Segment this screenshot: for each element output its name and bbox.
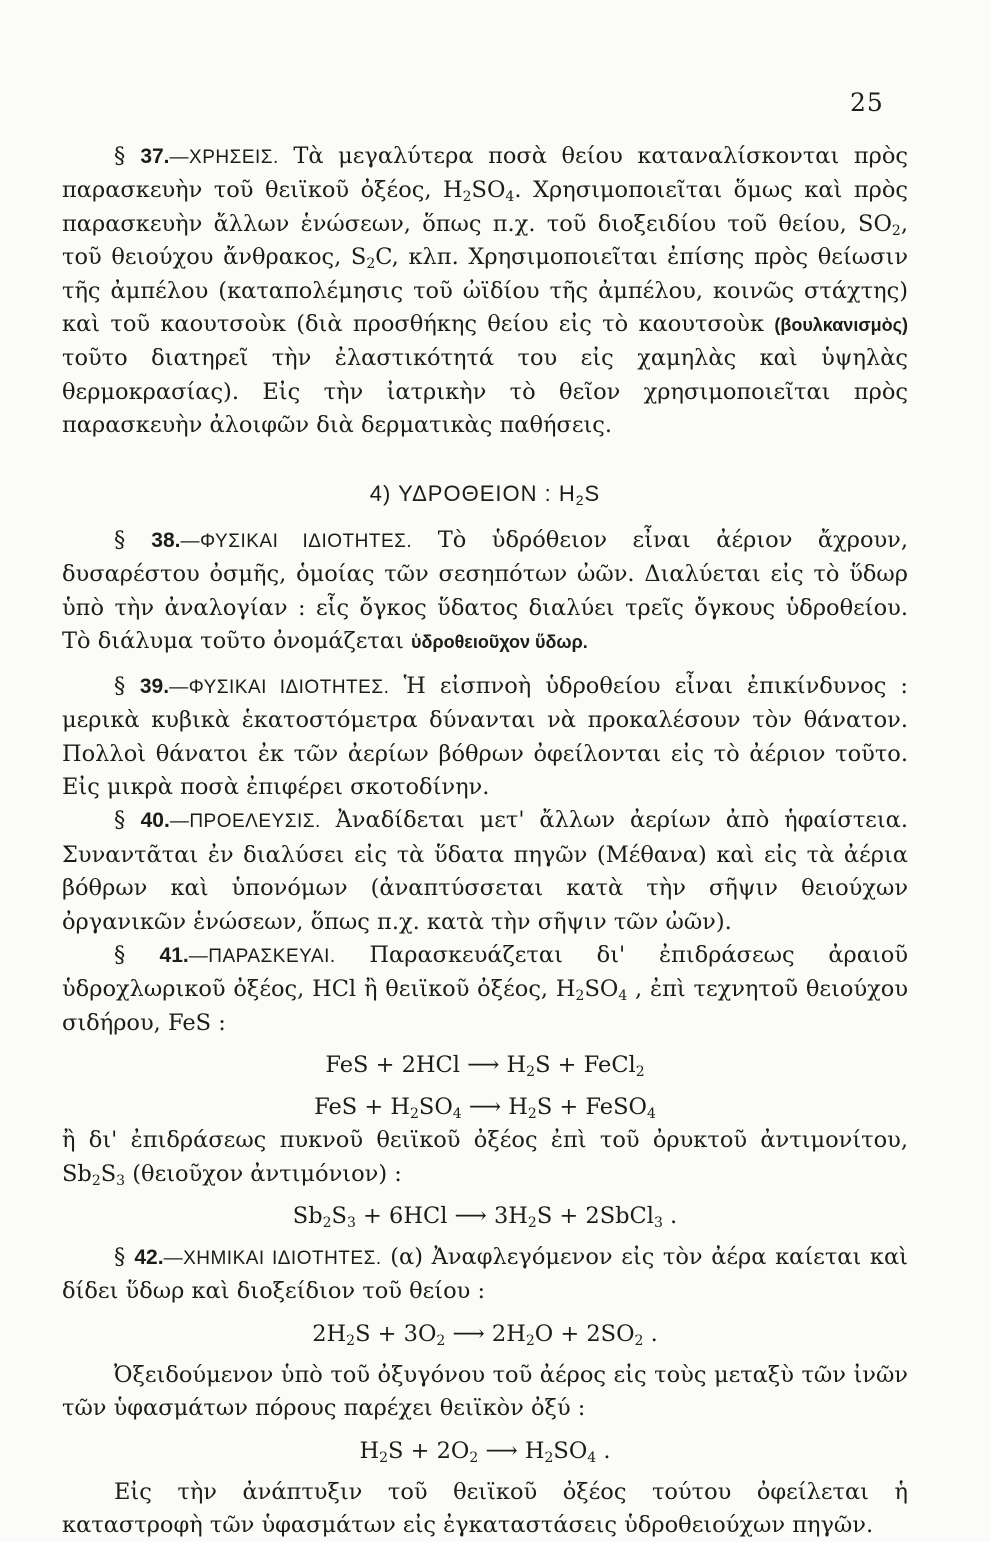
section-title: —ΦΥΣΙΚΑΙ ΙΔΙΟΤΗΤΕΣ. [180, 531, 413, 553]
page-number: 25 [850, 88, 884, 117]
section-42-paragraph-3 [62, 1476, 908, 1542]
text-run: ἢ δι' ἐπιδράσεως πυκνοῦ θειϊκοῦ ὀξέος ἐπὶ τοῦ ὀρυκτοῦ ἀντιμονίτου, Sb [62, 1127, 908, 1187]
subscript: 4 [452, 1106, 462, 1123]
heading-text: S [584, 480, 601, 506]
eq-part: + 6HCl ⟶ 3H [355, 1202, 528, 1229]
section-number: 38. [151, 529, 181, 553]
section-sign: § [114, 527, 126, 554]
text-run: (α) Ἀναφλεγόμενον εἰς τὸν ἀέρα καίεται καὶ δίδει ὕδωρ καὶ διοξείδιον τοῦ θείου : [62, 1243, 909, 1305]
section-number: 42. [134, 1245, 164, 1269]
section-number: 39. [139, 674, 170, 698]
equation-h2s-oxidation [62, 1434, 908, 1468]
eq-part: H [359, 1437, 380, 1464]
eq-part: FeS + H [314, 1094, 410, 1121]
section-sign: § [114, 807, 126, 834]
eq-part: S + 3O [355, 1320, 437, 1347]
eq-part: SO [418, 1094, 453, 1121]
subscript: 2 [891, 222, 901, 239]
subscript: 2 [322, 1214, 332, 1231]
chapter-heading [62, 477, 908, 510]
subscript: 2 [635, 1064, 645, 1081]
eq-part: ⟶ 2H [445, 1320, 526, 1347]
text-run: S [100, 1160, 117, 1187]
bold-term: (βουλκανισμὸς) [774, 315, 908, 336]
subscript: 2 [436, 1332, 446, 1349]
subscript: 2 [544, 1449, 554, 1466]
section-38 [62, 524, 908, 660]
text-run: Τὰ μεγαλύτερα ποσὰ θείου καταναλίσκονται πρὸς παρασκευὴν τοῦ θειϊκοῦ ὀξέος, H [62, 143, 908, 204]
equation-h2s-combustion [62, 1317, 908, 1351]
subscript: 2 [634, 1332, 644, 1349]
eq-part: S + FeSO [536, 1094, 647, 1121]
section-41 [62, 939, 908, 1040]
section-sign: § [114, 672, 126, 699]
section-title: —ΠΑΡΑΣΚΕΥΑΙ. [188, 945, 336, 967]
subscript: 3 [346, 1214, 356, 1231]
section-sign: § [114, 941, 126, 968]
subscript: 2 [346, 1332, 356, 1349]
section-number: 40. [140, 809, 170, 833]
text-run: (θειοῦχον ἀντιμόνιον) : [125, 1160, 402, 1187]
text-run: . Χρησιμοποιεῖται ὅμως καὶ πρὸς παρασκευὴν ἄλλων ἑνώσεων, ὅπως π.χ. τοῦ διοξειδίου τοῦ θείου, SO [62, 177, 909, 237]
subscript: 2 [462, 189, 472, 206]
eq-part: Sb [292, 1202, 323, 1229]
subscript: 2 [527, 1214, 537, 1231]
subscript: 2 [379, 1449, 389, 1466]
text-run: , τοῦ θειούχου ἄνθρακος, S [62, 210, 908, 271]
subscript: 2 [526, 1064, 536, 1081]
section-sign: § [114, 143, 126, 169]
text-run: Εἰς τὴν ἀνάπτυξιν τοῦ θειϊκοῦ ὀξέος τούτου ὀφείλεται ἡ καταστροφὴ τῶν ὑφασμάτων εἰς ἐγκαταστάσεις ὑδροθειούχων πηγῶν. [62, 1478, 908, 1538]
text-run: C, κλπ. Χρησιμοποιεῖται ἐπίσης πρὸς θείωσιν τῆς ἀμπέλου (καταπολέμησις τοῦ ὠϊδίου τῆς ἀμπέλου, κοινῶς στάχτης) καὶ τοῦ καουτσοὺκ (διὰ προσθήκης θείου εἰς τὸ καουτσοὺκ [62, 244, 908, 338]
body-text [62, 140, 908, 1542]
section-title: —ΠΡΟΕΛΕΥΣΙΣ. [169, 811, 321, 833]
subscript: 4 [618, 988, 628, 1005]
subscript: 2 [575, 988, 585, 1005]
subscript: 2 [575, 491, 585, 508]
eq-part: 2H [312, 1320, 347, 1347]
eq-part: S + 2O [388, 1437, 470, 1464]
subscript: 4 [646, 1106, 656, 1123]
section-40 [62, 804, 908, 939]
eq-part: . [596, 1437, 611, 1464]
section-number: 41. [159, 943, 189, 967]
text-run: , ἐπὶ τεχνητοῦ θειούχου σιδήρου, FeS : [62, 976, 908, 1036]
section-42-paragraph-2 [62, 1359, 908, 1426]
text-run: Τὸ ὑδρόθειον εἶναι ἀέριον ἄχρουν, δυσαρέστου ὀσμῆς, ὁμοίας τῶν σεσηπότων ὠῶν. Διαλύεται εἰς τὸ ὕδωρ ὑπὸ τὴν ἀναλογίαν : εἷς ὄγκος ὕδατος διαλύει τρεῖς ὄγκους ὑδροθείου. Τὸ διάλυμα τοῦτο ὀνομάζεται [62, 527, 909, 655]
subscript: 2 [525, 1332, 535, 1349]
eq-part: ⟶ H [461, 1094, 528, 1121]
eq-part: . [643, 1320, 658, 1347]
equation-sb2s3-hcl [62, 1199, 908, 1233]
section-title: —ΧΡΗΣΕΙΣ. [169, 147, 279, 168]
eq-part: . [662, 1202, 678, 1229]
subscript: 4 [505, 189, 515, 206]
spacer [62, 660, 908, 670]
section-title: —ΧΗΜΙΚΑΙ ΙΔΙΟΤΗΤΕΣ. [163, 1247, 382, 1269]
section-39 [62, 670, 908, 805]
bold-term: ὑδροθειοῦχον ὕδωρ. [411, 632, 588, 653]
eq-part: ⟶ H [478, 1437, 545, 1464]
text-run: SO [584, 976, 619, 1003]
heading-text: 4) ΥΔΡΟΘΕΙΟΝ : H [369, 480, 576, 506]
subscript: 3 [116, 1172, 126, 1189]
section-title: —ΦΥΣΙΚΑΙ ΙΔΙΟΤΗΤΕΣ. [169, 676, 390, 698]
eq-part: SO [553, 1437, 588, 1464]
subscript: 2 [91, 1172, 101, 1189]
text-run: Ὀξειδούμενον ὑπὸ τοῦ ὀξυγόνου τοῦ ἀέρος εἰς τοὺς μεταξὺ τῶν ἰνῶν τῶν ὑφασμάτων πόρους παρέχει θειϊκὸν ὀξύ : [62, 1361, 908, 1422]
subscript: 2 [527, 1106, 537, 1123]
section-sign: § [114, 1243, 126, 1270]
eq-part: FeS + 2HCl ⟶ H [325, 1052, 527, 1079]
section-41-continuation [62, 1124, 908, 1191]
subscript: 2 [410, 1106, 419, 1123]
text-run: Ἡ εἰσπνοὴ ὑδροθείου εἶναι ἐπικίνδυνος : μερικὰ κυβικὰ ἑκατοστόμετρα δύνανται νὰ προκαλέσουν τὸν θάνατον. Πολλοὶ θάνατοι ἐκ τῶν ἀερίων βόθρων ὀφείλονται εἰς τὸ ἀέριον τοῦτο. Εἰς μικρὰ ποσὰ ἐπιφέρει σκοτοδίνην. [62, 672, 908, 800]
text-run: Παρασκευάζεται δι' ἐπιδράσεως ἀραιοῦ ὑδροχλωρικοῦ ὀξέος, HCl ἢ θειϊκοῦ ὀξέος, H [62, 941, 908, 1003]
eq-part: S + 2SbCl [536, 1202, 654, 1229]
subscript: 4 [587, 1449, 597, 1466]
eq-part: S + FeCl [535, 1052, 636, 1079]
subscript: 2 [366, 256, 376, 273]
subscript: 2 [469, 1449, 479, 1466]
subscript: 3 [653, 1214, 663, 1231]
eq-part: S [331, 1202, 347, 1229]
text-run: SO [471, 177, 506, 204]
equation-fes-h2so4 [62, 1090, 908, 1124]
equation-fes-hcl [62, 1048, 908, 1082]
section-42 [62, 1241, 908, 1309]
eq-part: O + 2SO [534, 1320, 635, 1347]
section-number: 37. [140, 145, 170, 168]
text-run: Ἀναδίδεται μετ' ἄλλων ἀερίων ἀπὸ ἡφαίστεια. Συναντᾶται ἐν διαλύσει εἰς τὰ ὕδατα πηγῶν (Μέθανα) καὶ εἰς τὰ ἀέρια βόθρων καὶ ὑπονόμων (ἀναπτύσσεται κατὰ τὴν σῆψιν θειούχων ὀργανικῶν ἑνώσεων, ὅπως π.χ. κατὰ τὴν σῆψιν τῶν ὠῶν). [62, 807, 908, 935]
section-37 [62, 140, 908, 443]
text-run: τοῦτο διατηρεῖ τὴν ἐλαστικότητά του εἰς χαμηλὰς καὶ ὑψηλὰς θερμοκρασίας). Εἰς τὴν ἰατρικὴν τὸ θεῖον χρησιμοποιεῖται πρὸς παρασκευὴν ἀλοιφῶν διὰ δερματικὰς παθήσεις. [62, 345, 908, 439]
